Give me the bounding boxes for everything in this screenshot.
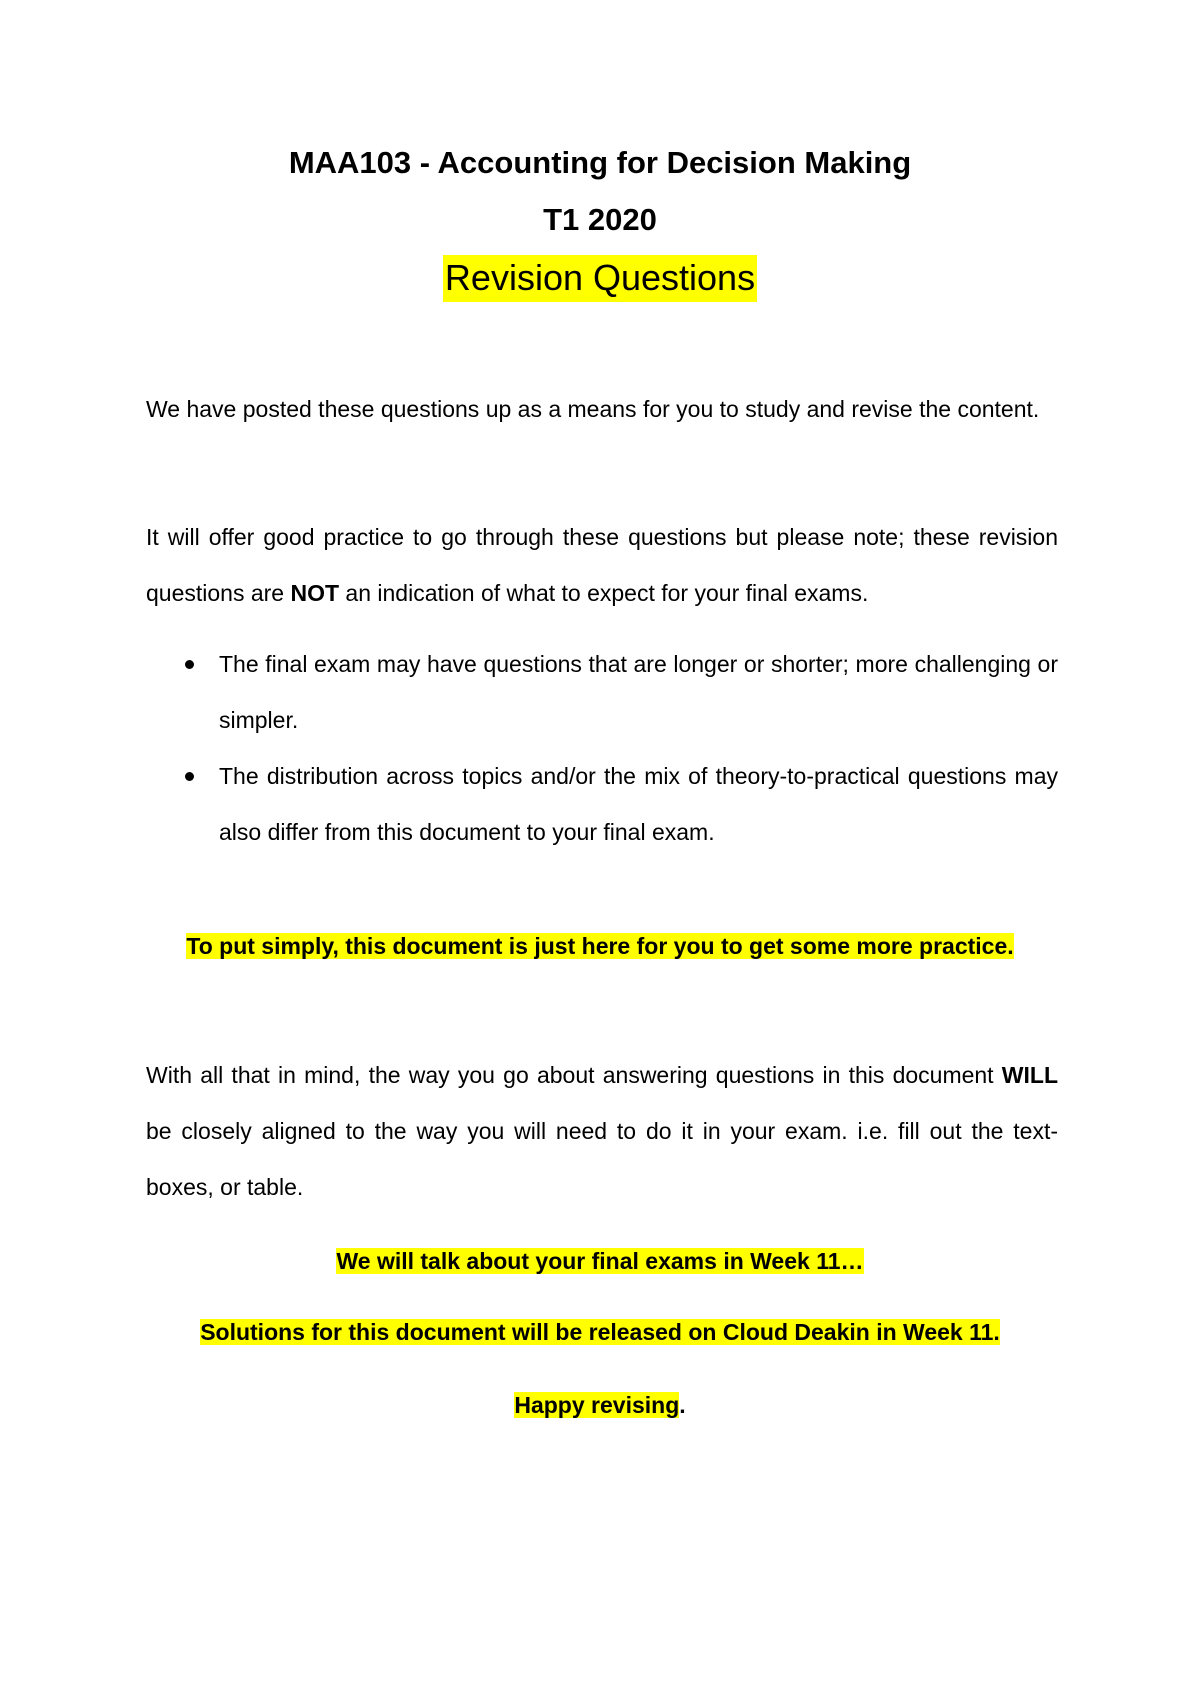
note-text-before: It will offer good practice to go through these questions but please note; these revision questions are: [146, 524, 1058, 606]
bullet-item: [146, 636, 1058, 748]
mind-text-after: be closely aligned to the way you will need to do it in your exam. i.e. fill out the text-boxes, or table.: [146, 1118, 1058, 1200]
course-title: MAA103 - Accounting for Decision Making: [288, 145, 912, 180]
bullet-text: The final exam may have questions that are longer or shorter; more challenging or simpler.: [219, 651, 1058, 733]
term-label: T1 2020: [543, 202, 657, 237]
highlight-happy-text: Happy revising: [514, 1392, 680, 1418]
bullet-icon: [185, 660, 194, 669]
intro-paragraph: We have posted these questions up as a means for you to study and revise the content.: [146, 396, 1040, 422]
mind-paragraph: [146, 1047, 1058, 1215]
highlight-solutions: [0, 1317, 1200, 1347]
highlight-simply: [0, 931, 1200, 961]
bullet-list: [146, 636, 1058, 860]
highlight-solutions-text: Solutions for this document will be released on Cloud Deakin in Week 11.: [200, 1319, 1000, 1345]
note-paragraph: [146, 509, 1058, 621]
bullet-item: [146, 748, 1058, 860]
bullet-text: The distribution across topics and/or the mix of theory-to-practical questions may also differ from this document to your final exam.: [219, 763, 1058, 845]
note-text-after: an indication of what to expect for your final exams.: [339, 580, 869, 606]
mind-bold-will: WILL: [1001, 1062, 1058, 1088]
highlight-week11: [0, 1246, 1200, 1276]
highlight-week11-text: We will talk about your final exams in Week 11…: [336, 1248, 864, 1274]
document-title-text: Revision Questions: [443, 255, 757, 302]
highlight-simply-text: To put simply, this document is just here for you to get some more practice.: [186, 933, 1014, 959]
note-bold-not: NOT: [290, 580, 340, 606]
happy-period: .: [679, 1392, 686, 1418]
document-title: [0, 256, 1200, 299]
highlight-happy: [0, 1390, 1200, 1420]
bullet-icon: [185, 772, 194, 781]
mind-text-before: With all that in mind, the way you go about answering questions in this document: [146, 1062, 1002, 1088]
